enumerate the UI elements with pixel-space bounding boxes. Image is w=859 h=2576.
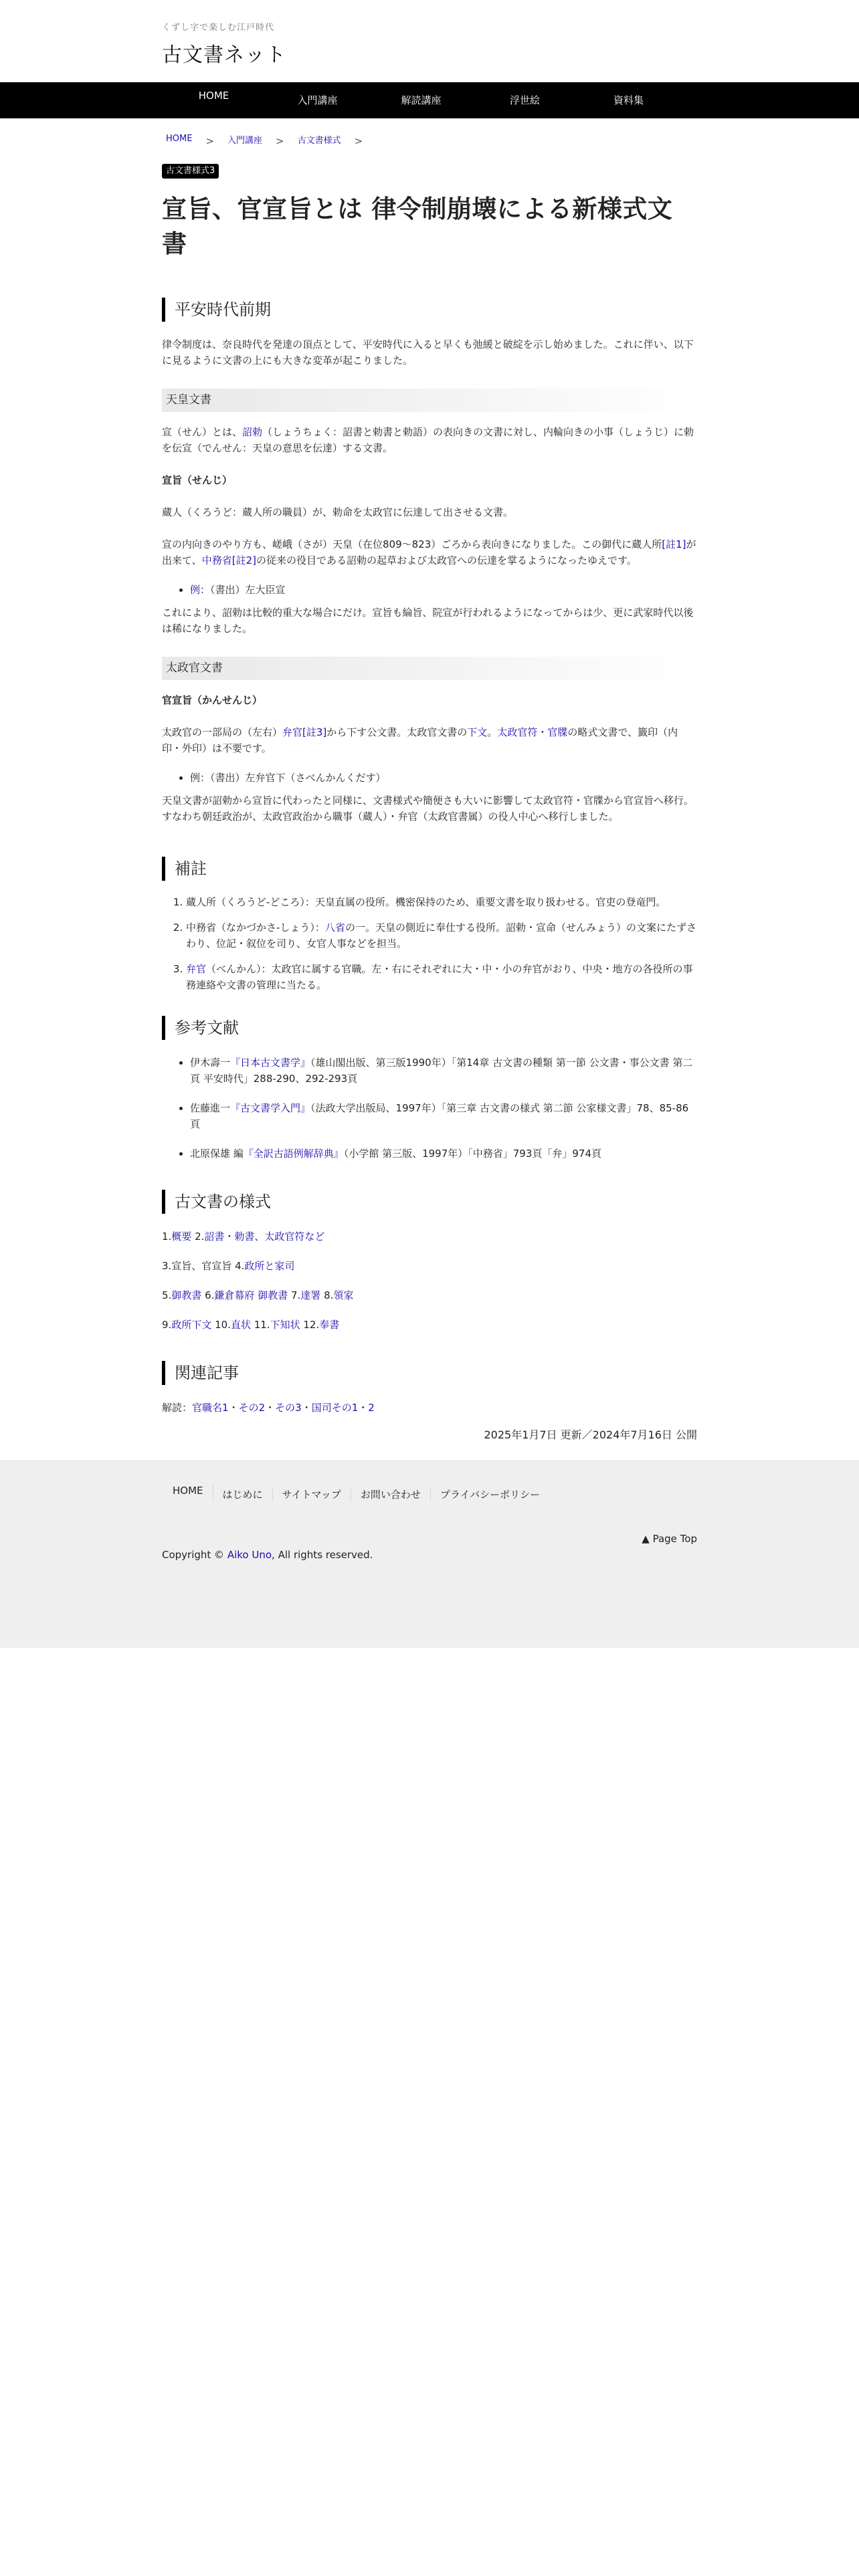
- reference-item: • 佐藤進一『古文書学入門』（法政大学出版局、1997年）「第三章 古文書の様式 第二節 公家様文書」78、85-86頁: [190, 1100, 697, 1132]
- footer-nav: [162, 1460, 697, 1501]
- site-footer: [0, 1460, 859, 1648]
- section-heading-related: 関連記事: [162, 1361, 697, 1385]
- section-heading-heian: 平安時代前期: [162, 298, 697, 322]
- related-link-sono2[interactable]: その2: [238, 1401, 266, 1414]
- style-link-mandokoro-kudashibumi[interactable]: 政所下文: [171, 1318, 212, 1331]
- reference-book-link[interactable]: 『全訳古語例解辞典』: [243, 1147, 344, 1160]
- styles-index-row: 3.宣旨、官宣旨 4.政所と家司: [162, 1259, 295, 1272]
- style-link-gechijo[interactable]: 下知状: [270, 1318, 300, 1331]
- related-link-kokushi-2[interactable]: 2: [368, 1401, 375, 1414]
- senji-title: 宣旨（せんじ）: [162, 473, 233, 486]
- note-item-3: 3. 弁官（べんかん）：太政官に属する官職。左・右にそれぞれに大・中・小の弁官がおり、中央・地方の各役所の事務連絡や文書の管理に当たる。: [186, 961, 697, 993]
- kansenji-title: 官宣旨（かんせんじ）: [162, 693, 263, 706]
- breadcrumb-separator: >: [205, 135, 215, 147]
- saga-era-paragraph: 宣の内向きのやり方も、嵯峨（さが）天皇（在位809〜823）ごろから表向きになりました。この御代に蔵人所[註1]が出来て、中務省[註2]の従来の役目である詔勅の起草および太政官への伝達を掌るようになったゆえです。: [162, 538, 696, 566]
- style-link-hosho[interactable]: 奉書: [319, 1318, 340, 1331]
- section-heading-references: 参考文献: [162, 1016, 697, 1040]
- senji-example-list: [162, 582, 697, 598]
- style-link-ryoke[interactable]: 領家: [333, 1289, 354, 1301]
- site-tagline: くずし字で楽しむ江戸時代: [162, 23, 275, 33]
- kudashibumi-link[interactable]: 下文: [467, 726, 488, 738]
- footer-link-privacy[interactable]: プライバシーポリシー: [440, 1488, 541, 1501]
- transition-paragraph: 天皇文書が詔勅から宣旨に代わったと同様に、文書様式や簡便さも大いに影響して太政官符・官牒から官宣旨へ移行。すなわち朝廷政治が、太政官政治から職事（蔵人）・弁官（太政官書属）の役人中心へ移行しました。: [162, 794, 694, 823]
- nav-item-reading-course[interactable]: 解読講座: [401, 94, 442, 106]
- footer-link-contact[interactable]: お問い合わせ: [351, 1488, 431, 1501]
- subsection-heading-dajokan-docs: 太政官文書: [162, 657, 697, 680]
- nakatsukasa-link[interactable]: 中務省: [201, 554, 232, 566]
- note-2-link[interactable]: [註2]: [231, 554, 256, 566]
- style-link-kamakura-migyosho[interactable]: 鎌倉幕府 御教書: [214, 1289, 288, 1301]
- note-1-link[interactable]: [註1]: [662, 538, 686, 550]
- category-badge[interactable]: 古文書様式3: [162, 164, 219, 179]
- breadcrumb-separator: >: [276, 135, 284, 147]
- style-link-mandokoro[interactable]: 政所と家司: [244, 1259, 295, 1272]
- update-publish-dates: 2025年1月7日 更新／2024年7月16日 公開: [484, 1428, 697, 1441]
- styles-index-row: 1.概要 2.詔書・勅書、太政官符など: [162, 1230, 325, 1243]
- kansenji-example-list: [162, 770, 697, 786]
- shochoku-link[interactable]: 詔勅: [242, 425, 263, 438]
- subsection-heading-emperor-docs: 天皇文書: [162, 389, 697, 412]
- note-3-link[interactable]: [註3]: [302, 726, 327, 738]
- nav-item-intro-course[interactable]: 入門講座: [297, 94, 338, 106]
- list-item: • 例：（書出）左大臣宣: [190, 582, 697, 598]
- note-item-2: 2. 中務省（なかづかさ-しょう）：八省の一。天皇の側近に奉仕する役所。詔勅・宣命（せんみょう）の文案にたずさわり、位記・叙位を司り、女官人事などを担当。: [186, 920, 697, 952]
- footer-link-about[interactable]: はじめに: [213, 1488, 273, 1501]
- references-list: [162, 1055, 697, 1162]
- style-link-tassho[interactable]: 達署: [300, 1289, 321, 1301]
- nav-item-ukiyoe[interactable]: 浮世絵: [509, 94, 540, 106]
- article-title: 宣旨、官宣旨とは 律令制崩壊による新様式文書: [162, 195, 673, 258]
- kancho-link[interactable]: 官牒: [547, 726, 568, 738]
- site-header: [0, 0, 859, 82]
- kansenji-definition-paragraph: 太政官の一部局の（左右）弁官[註3]から下す公文書。太政官文書の下文。太政官符・官牒の略式文書で、籤印（内印・外印）は不要です。: [162, 726, 678, 754]
- sen-definition-paragraph: 宣（せん）とは、詔勅（しょうちょく：詔書と勅書と勅語）の表向きの文書に対し、内輪向きの小事（しょうじ）に勅を伝宣（でんせん：天皇の意思を伝達）する文書。: [162, 425, 694, 454]
- related-link-sono3[interactable]: その3: [275, 1401, 302, 1414]
- style-current-senji: 宣旨、官宣旨: [171, 1259, 232, 1272]
- styles-index-row: 5.御教書 6.鎌倉幕府 御教書 7.達署 8.領家: [162, 1289, 354, 1301]
- styles-index-row: 9.政所下文 10.直状 11.下知状 12.奉書: [162, 1318, 340, 1331]
- style-link-overview[interactable]: 概要: [171, 1230, 192, 1243]
- page-top-link[interactable]: ▲ Page Top: [642, 1532, 697, 1545]
- dajokanpu-link[interactable]: 太政官符: [497, 726, 538, 738]
- style-link-shosho[interactable]: 詔書・勅書、太政官符など: [204, 1230, 325, 1243]
- main-content: [162, 133, 697, 1444]
- footer-link-sitemap[interactable]: サイトマップ: [273, 1488, 351, 1501]
- global-nav: [0, 82, 859, 118]
- shochoku-decline-paragraph: これにより、詔勅は比較的重大な場合にだけ。宣旨も綸旨、院宣が行われるようになってからは少、更に武家時代以後は稀になりました。: [162, 606, 694, 635]
- copyright: Copyright © Aiko Uno, All rights reserved.: [162, 1548, 373, 1561]
- heian-intro-paragraph: 律令制度は、奈良時代を発達の頂点として、平安時代に入ると早くも弛緩と破綻を示し始めました。これに伴い、以下に見るように文書の上にも大きな変革が起こりました。: [162, 338, 694, 366]
- notes-list: [162, 894, 697, 993]
- site-title-link[interactable]: 古文書ネット: [162, 43, 286, 67]
- nav-item-home[interactable]: HOME: [198, 90, 229, 102]
- list-item: • 例：（書出）左弁官下（さべんかんくだす）: [190, 770, 697, 786]
- hassho-link[interactable]: 八省: [324, 921, 345, 934]
- benkan-note-link[interactable]: 弁官: [186, 962, 207, 975]
- note-item-1: 1. 蔵人所（くろうど-どころ）：天皇直属の役所。機密保持のため、重要文書を取り扱わせる。官吏の登竜門。: [186, 894, 697, 910]
- related-articles: 解読：官職名1・その2・その3・国司その1・2: [162, 1401, 375, 1414]
- related-link-kokushi-1[interactable]: 国司その1: [311, 1401, 359, 1414]
- reference-item: • 伊木壽一『日本古文書学』（雄山閣出版、第三版1990年）「第14章 古文書の種類 第一節 公文書・事公文書 第二頁 平安時代」288-290、292-293頁: [190, 1055, 697, 1087]
- benkan-link[interactable]: 弁官: [282, 726, 303, 738]
- author-link[interactable]: Aiko Uno: [227, 1548, 272, 1561]
- breadcrumb-intro-link[interactable]: 入門講座: [227, 135, 263, 146]
- section-heading-notes: 補註: [162, 857, 697, 881]
- style-link-jikijo[interactable]: 直状: [230, 1318, 251, 1331]
- related-link-kanshoku-1[interactable]: 官職名1: [192, 1401, 229, 1414]
- reference-book-link[interactable]: 『古文書学入門』: [230, 1101, 311, 1114]
- section-heading-document-styles: 古文書の様式: [162, 1190, 697, 1214]
- breadcrumb-styles-link[interactable]: 古文書様式: [297, 135, 341, 146]
- example-link[interactable]: 例: [190, 583, 201, 596]
- reference-item: • 北原保雄 編『全訳古語例解辞典』（小学館 第三版、1997年）「中務省」793頁「弁」974頁: [190, 1146, 697, 1162]
- footer-link-home[interactable]: HOME: [162, 1484, 213, 1501]
- styles-index: [162, 1228, 697, 1333]
- breadcrumb-home-link[interactable]: HOME: [166, 133, 193, 144]
- breadcrumb: [162, 133, 697, 149]
- reference-book-link[interactable]: 『日本古文書学』: [230, 1056, 311, 1069]
- senji-definition-paragraph: 蔵人（くろうど：蔵人所の職員）が、勅命を太政官に伝達して出させる文書。: [162, 506, 514, 518]
- nav-item-materials[interactable]: 資料集: [613, 94, 644, 106]
- style-link-migyosho[interactable]: 御教書: [171, 1289, 202, 1301]
- breadcrumb-separator: >: [354, 135, 363, 147]
